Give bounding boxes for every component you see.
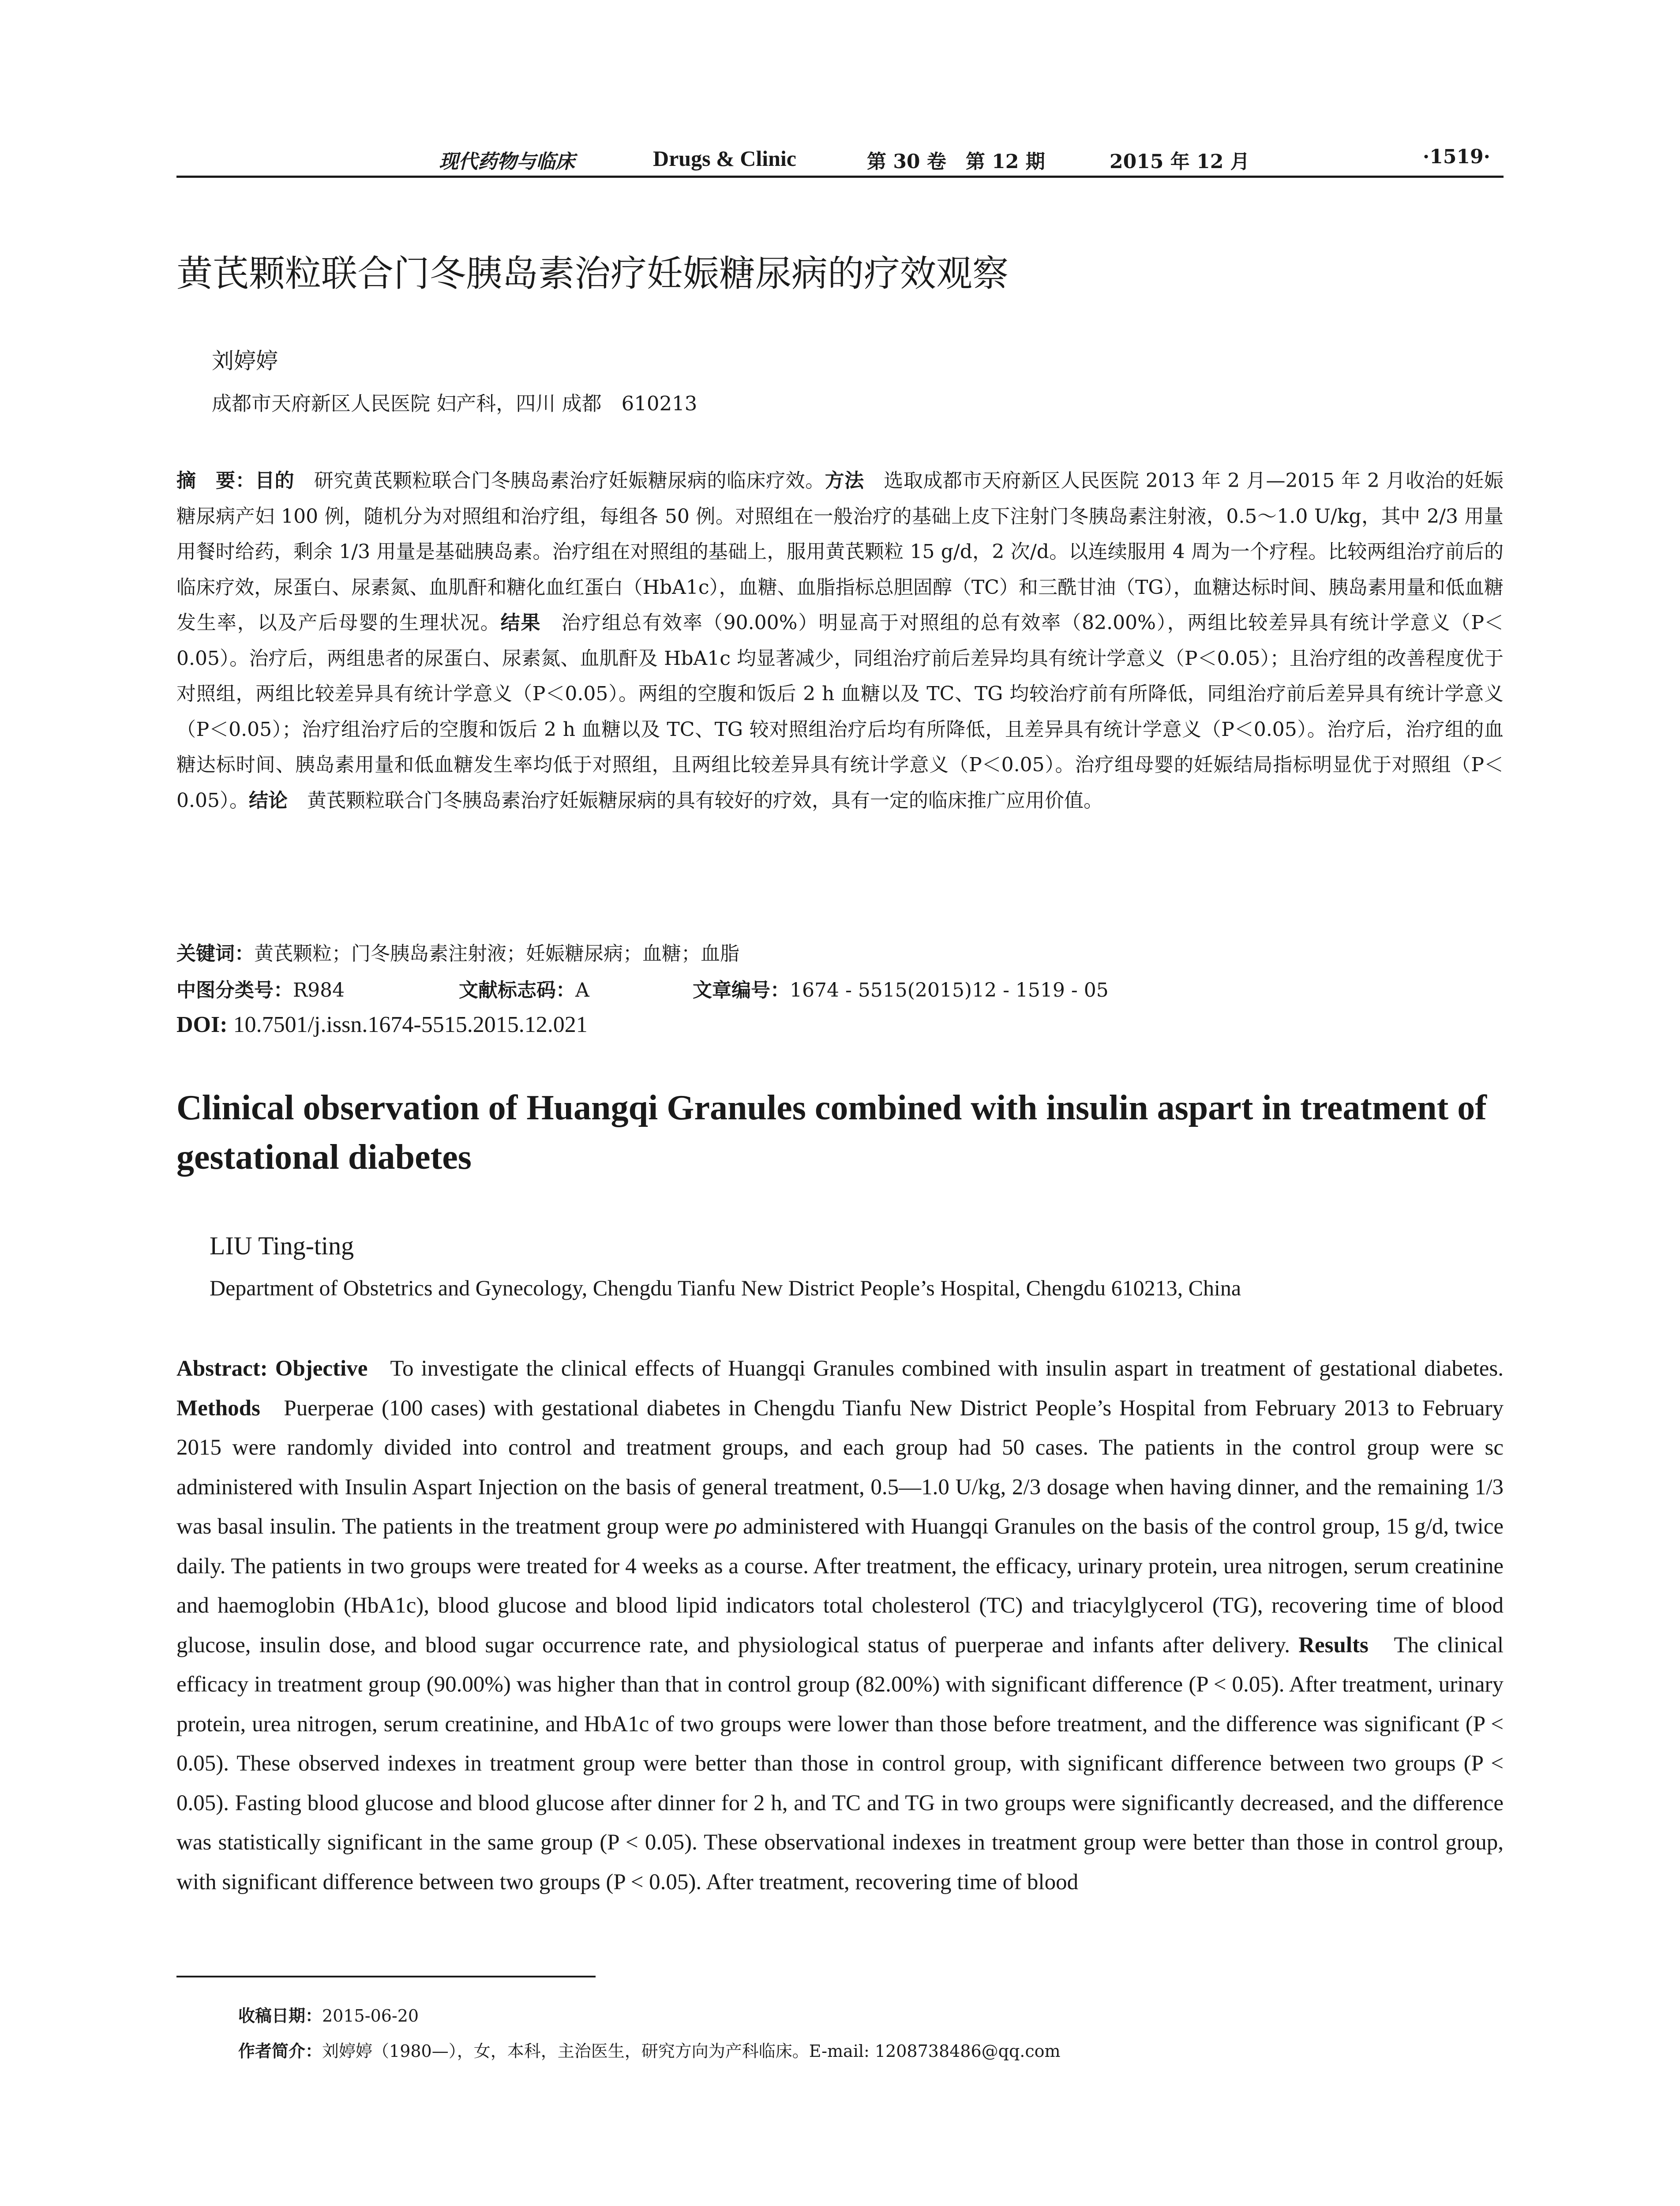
affiliation-en: Department of Obstetrics and Gynecology, Chengdu Tianfu New District People’s Hospital, Chengdu 610213, China	[210, 1276, 1241, 1300]
abstract-label-cn: 摘 要：	[176, 469, 255, 492]
methods-text-cn: 选取成都市天府新区人民医院 2013 年 2 月—2015 年 2 月收治的妊娠糖尿病产妇 100 例，随机分为对照组和治疗组，每组各 50 例。对照组在一般治疗的基础上皮下注射门冬胰岛素注射液，0.5～1.0 U/kg，其中 2/3 用量用餐时给药，剩余 1/3 用量是基础胰岛素。治疗组在对照组的基础上，服用黄芪颗粒 15 g/d，2 次/d。以连续服用 4 周为一个疗程。比较两组治疗前后的临床疗效，尿蛋白、尿素氮、血肌酐和糖化血红蛋白（HbA1c），血糖、血脂指标总胆固醇（TC）和三酰甘油（TG），血糖达标时间、胰岛素用量和低血糖发生率，以及产后母婴的生理状况。	[176, 469, 1504, 634]
received-value: 2015-06-20	[322, 2006, 419, 2026]
objective-text-en: To investigate the clinical effects of Huangqi Granules combined with insulin aspart in treatment of gestational diabetes.	[390, 1356, 1504, 1381]
keywords-value-cn: 黄芪颗粒；门冬胰岛素注射液；妊娠糖尿病；血糖；血脂	[254, 942, 739, 965]
author-cn: 刘婷婷	[212, 348, 278, 374]
results-label-cn: 结果	[500, 612, 541, 634]
doi	[176, 1012, 588, 1038]
bio-label: 作者简介：	[238, 2041, 322, 2061]
objective-label-cn: 目的	[255, 469, 295, 492]
affiliation-cn: 成都市天府新区人民医院 妇产科，四川 成都 610213	[212, 392, 698, 415]
author-bio-footnote	[238, 2037, 1061, 2062]
volume-issue: 第 30 卷 第 12 期	[867, 150, 1045, 173]
abstract-en	[176, 1349, 1504, 1902]
results-label-en: Results	[1298, 1632, 1369, 1658]
keywords-label-cn: 关键词：	[176, 942, 254, 965]
results-text-en: The clinical efficacy in treatment group (90.00%) was higher than that in control group (82.00%) with significant difference (P < 0.05). After treatment, urinary protein, urea nitrogen, serum creatinine, and HbA1c of two groups were lower than those before treatment, and the difference was significant (P < 0.05). These observed indexes in treatment group were better than those in control group, with significant difference between two groups (P < 0.05). Fasting blood glucose and blood glucose after dinner for 2 h, and TC and TG in two groups were significantly decreased, and the difference was statistically significant in the same group (P < 0.05). These observational indexes in treatment group were better than those in control group, with significant difference between two groups (P < 0.05). After treatment, recovering time of blood	[176, 1632, 1504, 1895]
article-title-en: Clinical observation of Huangqi Granules combined with insulin aspart in treatment of gestational diabetes	[176, 1088, 1487, 1177]
results-text-cn: 治疗组总有效率（90.00%）明显高于对照组的总有效率（82.00%），两组比较差异具有统计学意义（P＜0.05）。治疗后，两组患者的尿蛋白、尿素氮、血肌酐及 HbA1c 均显著减少，同组治疗前后差异均具有统计学意义（P＜0.05）；且治疗组的改善程度优于对照组，两组比较差异具有统计学意义（P＜0.05）。两组的空腹和饭后 2 h 血糖以及 TC、TG 均较治疗前有所降低，同组治疗前后差异具有统计学意义（P＜0.05）；治疗组治疗后的空腹和饭后 2 h 血糖以及 TC、TG 较对照组治疗后均有所降低，且差异具有统计学意义（P＜0.05）。治疗后，治疗组的血糖达标时间、胰岛素用量和低血糖发生率均低于对照组，且两组比较差异具有统计学意义（P＜0.05）。治疗组母婴的妊娠结局指标明显优于对照组（P＜0.05）。	[176, 612, 1504, 812]
objective-text-cn: 研究黄芪颗粒联合门冬胰岛素治疗妊娠糖尿病的临床疗效。	[314, 469, 825, 492]
article-number	[693, 974, 1109, 1002]
article-number-label: 文章编号：	[693, 979, 790, 1002]
received-date-footnote	[238, 2002, 419, 2026]
clc-value: R984	[293, 979, 345, 1002]
issue-date: 2015 年 12 月	[1110, 150, 1250, 173]
document-code	[459, 974, 589, 1002]
received-label: 收稿日期：	[238, 2006, 322, 2026]
keywords-cn	[176, 938, 1504, 966]
doi-label: DOI:	[176, 1012, 228, 1037]
methods-po-en: po	[714, 1514, 737, 1539]
conclusion-label-cn: 结论	[248, 789, 288, 812]
article-title-cn: 黄芪颗粒联合门冬胰岛素治疗妊娠糖尿病的疗效观察	[176, 253, 1009, 295]
doc-code-label: 文献标志码：	[459, 979, 575, 1002]
footnote-divider	[176, 1976, 596, 1977]
clc-label: 中图分类号：	[176, 979, 293, 1002]
methods-text-en-a: Puerperae (100 cases) with gestational diabetes in Chengdu Tianfu New District People’s Hospital from February 2013 to February 2015 were randomly divided into control and treatment groups, and each group had 50 cases. The patients in the control group were sc administered with Insulin Aspart Injection on the basis of general treatment, 0.5—1.0 U/kg, 2/3 dosage when having dinner, and the remaining 1/3 was basal insulin. The patients in the treatment group were	[176, 1396, 1504, 1539]
abstract-objective-label-en: Abstract: Objective	[176, 1356, 368, 1381]
doc-code-value: A	[575, 979, 589, 1002]
running-header	[176, 140, 1504, 178]
page-number: ·1519·	[1422, 146, 1490, 168]
clc-number	[176, 974, 345, 1002]
methods-label-cn: 方法	[825, 469, 864, 492]
article-number-value: 1674 - 5515(2015)12 - 1519 - 05	[790, 979, 1109, 1002]
methods-text-en-b: administered with Huangqi Granules on the basis of the control group, 15 g/d, twice daily. The patients in two groups were treated for 4 weeks as a course. After treatment, the efficacy, urinary protein, urea nitrogen, serum creatinine and haemoglobin (HbA1c), blood glucose and blood lipid indicators total cholesterol (TC) and triacylglycerol (TG), recovering time of blood glucose, insulin dose, and blood sugar occurrence rate, and physiological status of puerperae and infants after delivery.	[176, 1514, 1504, 1658]
conclusion-text-cn: 黄芪颗粒联合门冬胰岛素治疗妊娠糖尿病的具有较好的疗效，具有一定的临床推广应用价值。	[307, 789, 1103, 812]
journal-name-en: Drugs & Clinic	[653, 146, 796, 171]
bio-value: 刘婷婷（1980—），女，本科，主治医生，研究方向为产科临床。E-mail: 1208738486@qq.com	[322, 2041, 1061, 2061]
abstract-cn	[176, 463, 1504, 818]
methods-label-en: Methods	[176, 1396, 260, 1421]
journal-name-cn: 现代药物与临床	[439, 150, 575, 173]
author-en: LIU Ting-ting	[210, 1231, 354, 1260]
doi-value: 10.7501/j.issn.1674-5515.2015.12.021	[233, 1012, 588, 1037]
